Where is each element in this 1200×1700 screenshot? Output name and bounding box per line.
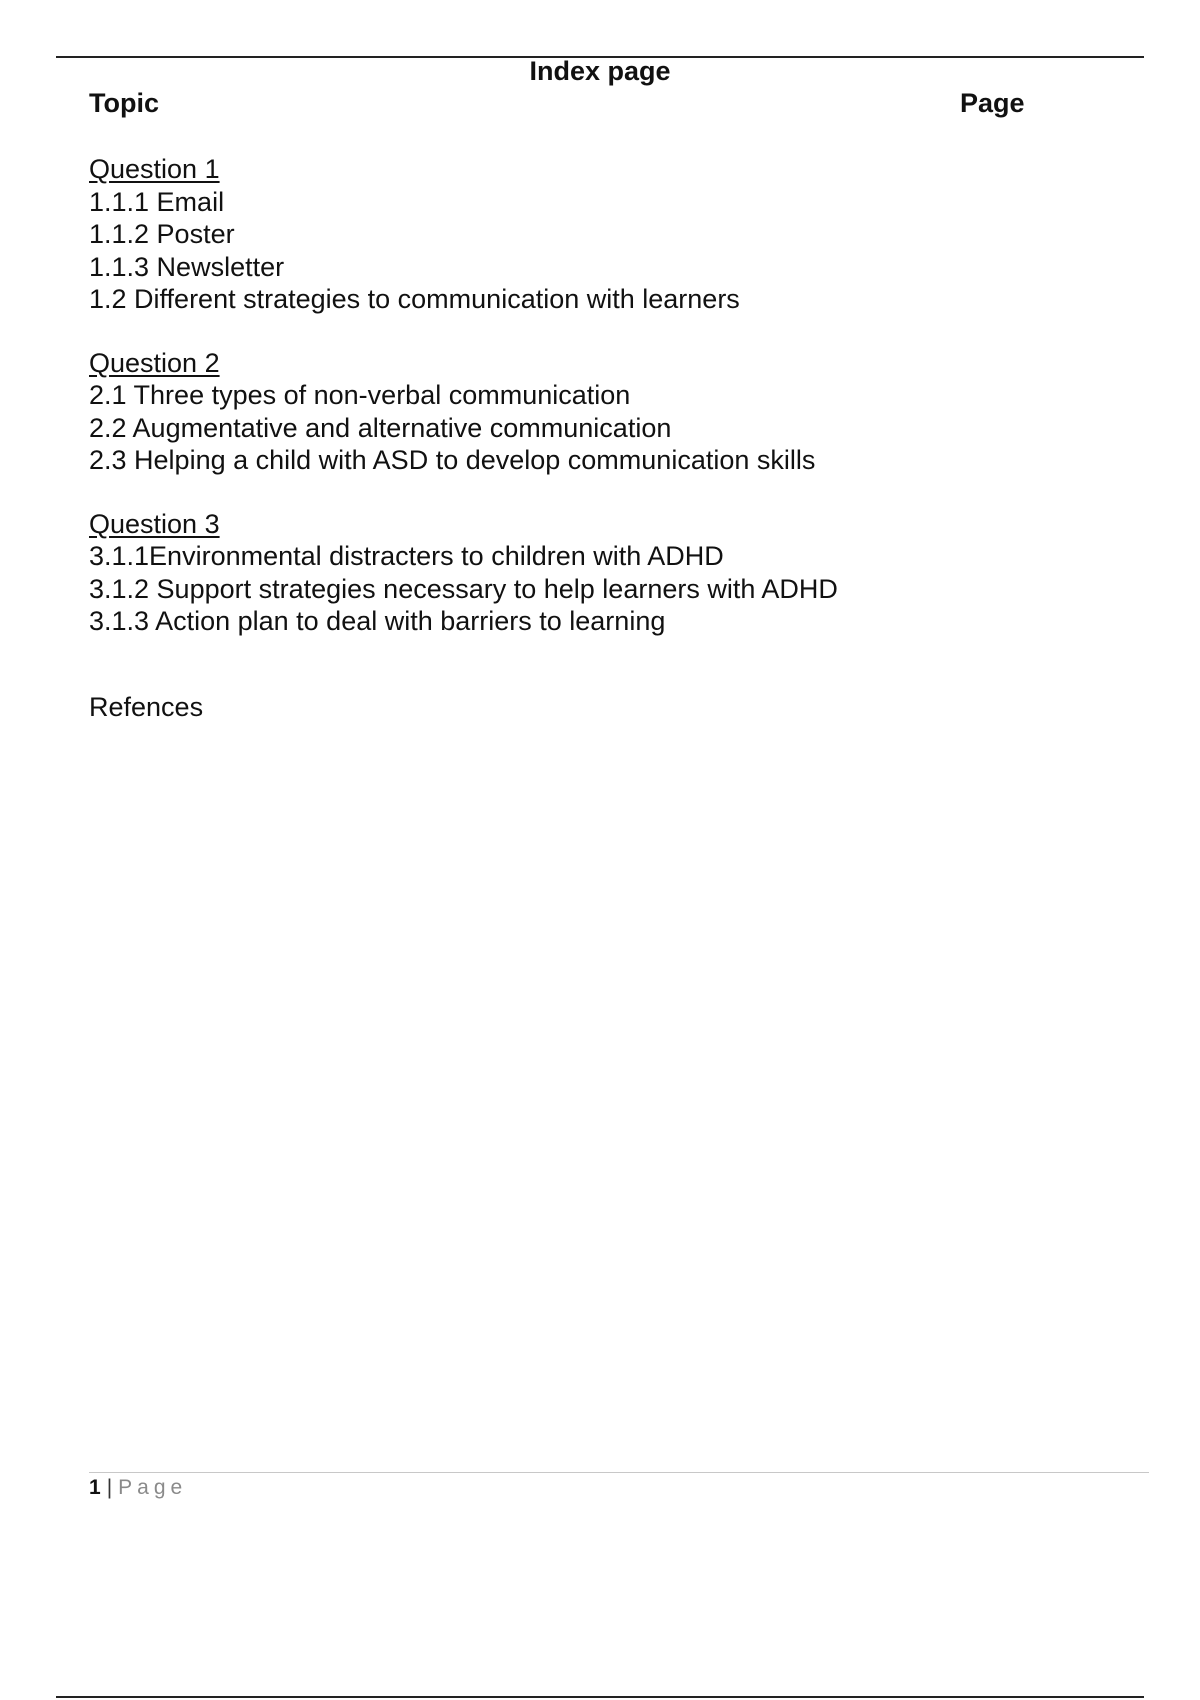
toc-entry: 3.1.3 Action plan to deal with barriers to learning — [89, 606, 666, 636]
section-heading: Question 1 — [89, 154, 220, 184]
footer-divider — [89, 1472, 1149, 1473]
page-title: Index page — [529, 56, 671, 86]
toc-entry: 2.1 Three types of non-verbal communication — [89, 380, 631, 410]
toc-entry: 1.1.2 Poster — [89, 219, 235, 249]
page-number: 1 — [89, 1476, 101, 1499]
toc-entry: 3.1.2 Support strategies necessary to help learners with ADHD — [89, 573, 838, 604]
toc-entry: 1.1.1 Email — [89, 186, 225, 217]
toc-entry: 1.2 Different strategies to communication with learners — [89, 284, 740, 314]
page-footer — [89, 1475, 187, 1501]
toc-entry: 2.2 Augmentative and alternative communication — [89, 412, 672, 443]
toc-section-question-3 — [89, 508, 1089, 638]
footer-separator: | — [106, 1476, 113, 1499]
section-heading: Question 3 — [89, 508, 220, 539]
table-of-contents — [89, 153, 1089, 669]
topic-column-header: Topic — [89, 88, 159, 118]
toc-entry: 1.1.3 Newsletter — [89, 251, 285, 282]
toc-section-question-2 — [89, 347, 1089, 477]
section-heading: Question 2 — [89, 347, 220, 378]
bottom-border-line — [56, 1696, 1144, 1698]
references-entry: Refences — [89, 692, 204, 722]
toc-entry: 3.1.1Environmental distracters to children with ADHD — [89, 541, 724, 571]
page-column-header: Page — [960, 88, 1025, 118]
page-label: Page — [118, 1476, 188, 1499]
toc-section-question-1 — [89, 153, 1089, 316]
toc-entry: 2.3 Helping a child with ASD to develop communication skills — [89, 445, 816, 475]
